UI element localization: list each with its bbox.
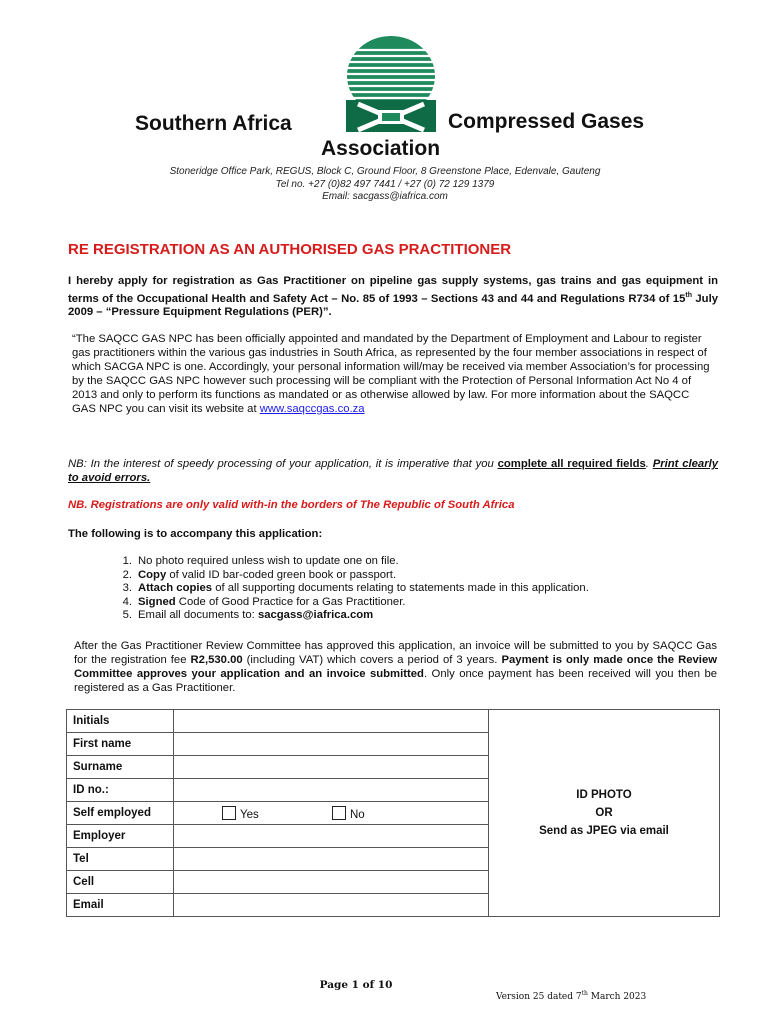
- yes-option[interactable]: [222, 809, 259, 821]
- nb-borders-note: NB. Registrations are only valid with-in the borders of The Republic of South Africa: [68, 499, 515, 511]
- label-employer: Employer: [67, 825, 174, 848]
- self-employed-options: [174, 802, 489, 825]
- first-name-field[interactable]: [174, 733, 489, 756]
- version-note: Version 25 dated 7th March 2023: [496, 990, 647, 1002]
- photo-line-3: Send as JPEG via email: [539, 825, 669, 837]
- label-first-name: First name: [67, 733, 174, 756]
- org-name-bottom: Association: [321, 137, 441, 160]
- list-item: 4. Signed Code of Good Practice for a Gas Practitioner.: [122, 595, 406, 608]
- page-title: RE REGISTRATION AS AN AUTHORISED GAS PRACTITIONER: [68, 241, 512, 258]
- employer-field[interactable]: [174, 825, 489, 848]
- initials-field[interactable]: [174, 710, 489, 733]
- nb-complete-fields: NB: In the interest of speedy processing of your application, it is imperative that you complete all required fields. Print clearly to avoid errors.: [68, 458, 719, 484]
- yes-label: Yes: [240, 808, 259, 821]
- list-item: 5. Email all documents to: sacgass@iafrica.com: [122, 609, 374, 622]
- org-name-left: Southern Africa: [135, 112, 292, 135]
- label-id-no: ID no.:: [67, 779, 174, 802]
- address-line: Stoneridge Office Park, REGUS, Block C, Ground Floor, 8 Greenstone Place, Edenvale, Gauteng: [169, 166, 601, 177]
- photo-line-2: OR: [595, 807, 613, 819]
- id-photo-box: [489, 710, 720, 917]
- label-self-employed: Self employed: [67, 802, 174, 825]
- telephone-line: Tel no. +27 (0)82 497 7441 / +27 (0) 72 129 1379: [275, 179, 495, 190]
- org-name-right: Compressed Gases: [448, 110, 645, 133]
- label-surname: Surname: [67, 756, 174, 779]
- email-line: Email: sacgass@iafrica.com: [322, 191, 448, 202]
- cell-field[interactable]: [174, 871, 489, 894]
- surname-field[interactable]: [174, 756, 489, 779]
- no-checkbox[interactable]: [332, 806, 346, 820]
- application-statement: I hereby apply for registration as Gas Practitioner on pipeline gas supply systems, gas trains and gas equipment in terms of the Occupational Health and Safety Act – No. 85 of 1993 – Sections 43 and 44 and Regulations R734 of 15th July 2009 – “Pressure Equipment Regulations (PER)”.: [68, 275, 718, 318]
- yes-checkbox[interactable]: [222, 806, 236, 820]
- label-tel: Tel: [67, 848, 174, 871]
- requirements-list: [122, 555, 738, 623]
- id-no-field[interactable]: [174, 779, 489, 802]
- saqcc-website-link[interactable]: www.saqccgas.co.za: [259, 403, 365, 415]
- sacga-logo: [338, 30, 444, 134]
- label-initials: Initials: [67, 710, 174, 733]
- photo-line-1: ID PHOTO: [576, 789, 632, 801]
- list-item: 2. Copy of valid ID bar-coded green book or passport.: [122, 568, 397, 581]
- page-number: Page 1 of 10: [319, 979, 393, 991]
- label-cell: Cell: [67, 871, 174, 894]
- list-item: 1. No photo required unless wish to update one on file.: [122, 555, 399, 567]
- label-email: Email: [67, 894, 174, 917]
- no-option[interactable]: [332, 809, 365, 821]
- accompany-heading: The following is to accompany this application:: [68, 528, 323, 540]
- email-field[interactable]: [174, 894, 489, 917]
- mandate-paragraph: “The SAQCC GAS NPC has been officially appointed and mandated by the Department of Employment and Labour to register gas practitioners within the various gas industries in South Africa, as represented by the four member associations in respect of which SACGA NPC is one. Accordingly, your personal information will/may be received via member Association’s for processing by the SAQCC GAS NPC however such processing will be compliant with the Protection of Personal Information Act No 4 of 2013 and only to perform its functions as mandated or as otherwise allowed by law. For more information about the SAQCC GAS NPC you can visit its website at www.saqccgas.co.za: [72, 333, 710, 415]
- fee-paragraph: After the Gas Practitioner Review Committee has approved this application, an invoice will be submitted to you by SAQCC Gas for the registration fee R2,530.00 (including VAT) which covers a period of 3 years. Payment is only made once the Review Committee approves your application and an invoice submitted. Only once payment has been received will you then be registered as a Gas Practitioner.: [74, 640, 718, 694]
- list-item: 3. Attach copies of all supporting documents relating to statements made in this application.: [122, 582, 589, 595]
- no-label: No: [349, 808, 365, 821]
- applicant-details-form: [66, 709, 720, 917]
- tel-field[interactable]: [174, 848, 489, 871]
